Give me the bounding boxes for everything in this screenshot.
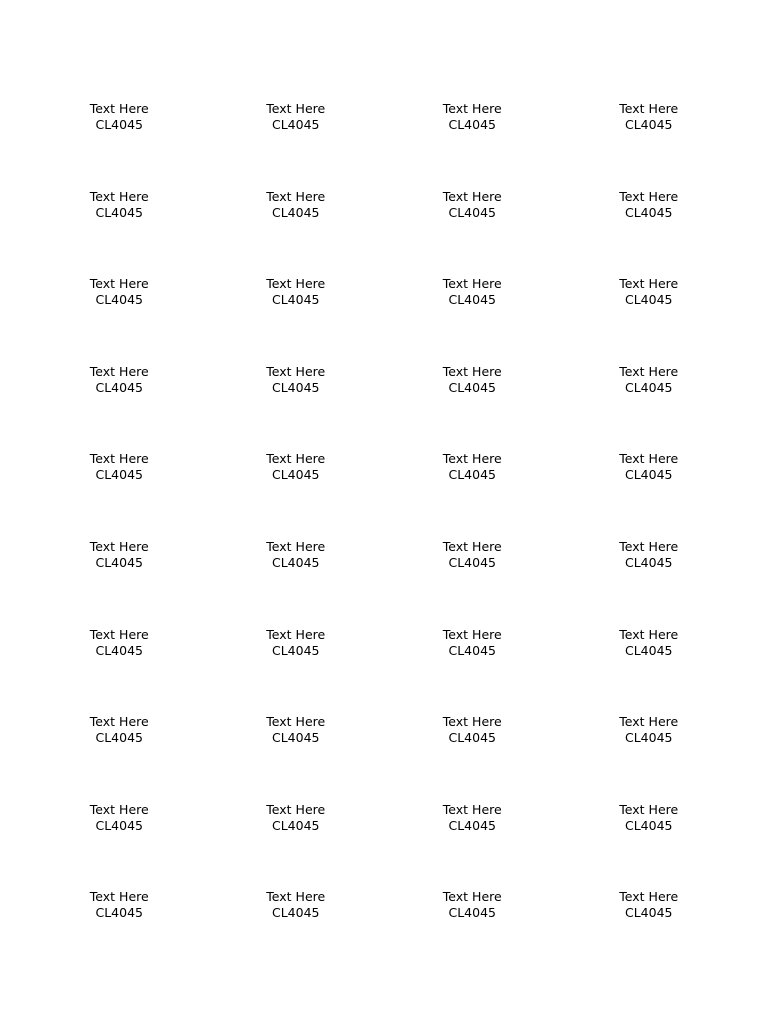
label-code-line: CL4045: [448, 379, 496, 395]
address-label: [384, 780, 561, 868]
label-text-line: Text Here: [619, 101, 679, 116]
label-text-line: Text Here: [266, 801, 326, 817]
address-label: [31, 692, 208, 780]
address-label: [384, 342, 561, 430]
label-code-line: CL4045: [95, 467, 143, 483]
address-label: [561, 692, 738, 780]
label-text-line: Text Here: [266, 276, 326, 292]
address-label: [208, 692, 385, 780]
label-code-line: CL4045: [271, 642, 320, 658]
label-code-line: CL4045: [271, 554, 320, 570]
label-text-line: Text Here: [619, 451, 679, 467]
address-label: [561, 79, 738, 167]
label-code-line: CL4045: [624, 642, 673, 658]
address-label: [208, 79, 385, 167]
address-label: [384, 429, 561, 517]
label-text-line: Text Here: [442, 101, 502, 116]
address-label: [561, 517, 738, 605]
address-label: [31, 605, 208, 693]
address-label: [31, 254, 208, 342]
label-text-line: Text Here: [619, 889, 679, 905]
address-label: [31, 867, 208, 955]
label-code-line: CL4045: [271, 467, 320, 483]
address-label: [208, 429, 385, 517]
label-code-line: CL4045: [624, 817, 673, 833]
label-text-line: Text Here: [266, 626, 326, 642]
address-label: [384, 605, 561, 693]
label-code-line: CL4045: [95, 642, 143, 658]
label-text-line: Text Here: [442, 538, 502, 554]
address-label: [384, 517, 561, 605]
label-text-line: Text Here: [266, 889, 326, 905]
label-text-line: Text Here: [619, 363, 679, 379]
label-code-line: CL4045: [271, 117, 320, 132]
label-code-line: CL4045: [95, 204, 143, 220]
label-text-line: Text Here: [619, 801, 679, 817]
address-label: [31, 167, 208, 255]
address-label: [31, 517, 208, 605]
label-code-line: CL4045: [624, 292, 673, 308]
label-text-line: Text Here: [89, 801, 149, 817]
label-code-line: CL4045: [95, 817, 143, 833]
label-code-line: CL4045: [448, 642, 496, 658]
label-text-line: Text Here: [619, 538, 679, 554]
label-text-line: Text Here: [442, 276, 502, 292]
label-text-line: Text Here: [266, 363, 326, 379]
label-text-line: Text Here: [89, 451, 149, 467]
address-label: [561, 167, 738, 255]
label-text-line: Text Here: [266, 538, 326, 554]
label-text-line: Text Here: [89, 276, 149, 292]
address-label: [561, 780, 738, 868]
address-label: [208, 605, 385, 693]
address-label: [208, 342, 385, 430]
label-code-line: CL4045: [448, 467, 496, 483]
label-text-line: Text Here: [619, 714, 679, 730]
label-code-line: CL4045: [624, 730, 673, 746]
label-code-line: CL4045: [448, 905, 496, 921]
label-text-line: Text Here: [266, 188, 326, 204]
address-label: [384, 167, 561, 255]
address-label: [561, 342, 738, 430]
label-code-line: CL4045: [448, 817, 496, 833]
label-code-line: CL4045: [448, 204, 496, 220]
label-text-line: Text Here: [442, 188, 502, 204]
address-label: [208, 517, 385, 605]
label-text-line: Text Here: [442, 889, 502, 905]
label-text-line: Text Here: [89, 714, 149, 730]
label-code-line: CL4045: [448, 117, 496, 132]
label-text-line: Text Here: [266, 451, 326, 467]
label-text-line: Text Here: [266, 101, 326, 116]
label-code-line: CL4045: [448, 554, 496, 570]
label-code-line: CL4045: [624, 467, 673, 483]
address-label: [561, 429, 738, 517]
address-label: [31, 79, 208, 167]
address-label: [31, 780, 208, 868]
label-code-line: CL4045: [448, 730, 496, 746]
label-text-line: Text Here: [442, 626, 502, 642]
label-text-line: Text Here: [442, 801, 502, 817]
label-code-line: CL4045: [95, 554, 143, 570]
label-code-line: CL4045: [95, 905, 143, 921]
labels-grid: [31, 79, 737, 955]
label-text-line: Text Here: [619, 188, 679, 204]
label-code-line: CL4045: [95, 379, 143, 395]
label-text-line: Text Here: [619, 276, 679, 292]
label-text-line: Text Here: [89, 363, 149, 379]
address-label: [384, 79, 561, 167]
label-code-line: CL4045: [271, 817, 320, 833]
label-text-line: Text Here: [89, 626, 149, 642]
address-label: [208, 254, 385, 342]
label-code-line: CL4045: [624, 379, 673, 395]
label-text-line: Text Here: [442, 363, 502, 379]
label-code-line: CL4045: [624, 905, 673, 921]
address-label: [561, 867, 738, 955]
address-label: [384, 867, 561, 955]
address-label: [208, 867, 385, 955]
label-text-line: Text Here: [89, 188, 149, 204]
label-text-line: Text Here: [266, 714, 326, 730]
label-code-line: CL4045: [271, 730, 320, 746]
label-text-line: Text Here: [89, 101, 149, 116]
address-label: [384, 254, 561, 342]
address-label: [208, 780, 385, 868]
address-label: [208, 167, 385, 255]
label-code-line: CL4045: [271, 905, 320, 921]
address-label: [561, 605, 738, 693]
label-code-line: CL4045: [95, 730, 143, 746]
address-label: [31, 342, 208, 430]
label-code-line: CL4045: [448, 292, 496, 308]
label-text-line: Text Here: [89, 889, 149, 905]
label-code-line: CL4045: [271, 379, 320, 395]
label-code-line: CL4045: [624, 204, 673, 220]
label-code-line: CL4045: [624, 554, 673, 570]
address-label: [561, 254, 738, 342]
label-code-line: CL4045: [624, 117, 673, 132]
label-text-line: Text Here: [89, 538, 149, 554]
address-label: [31, 429, 208, 517]
label-code-line: CL4045: [95, 117, 143, 132]
label-code-line: CL4045: [271, 292, 320, 308]
label-code-line: CL4045: [271, 204, 320, 220]
label-text-line: Text Here: [442, 451, 502, 467]
address-label: [384, 692, 561, 780]
label-code-line: CL4045: [95, 292, 143, 308]
label-text-line: Text Here: [619, 626, 679, 642]
label-text-line: Text Here: [442, 714, 502, 730]
